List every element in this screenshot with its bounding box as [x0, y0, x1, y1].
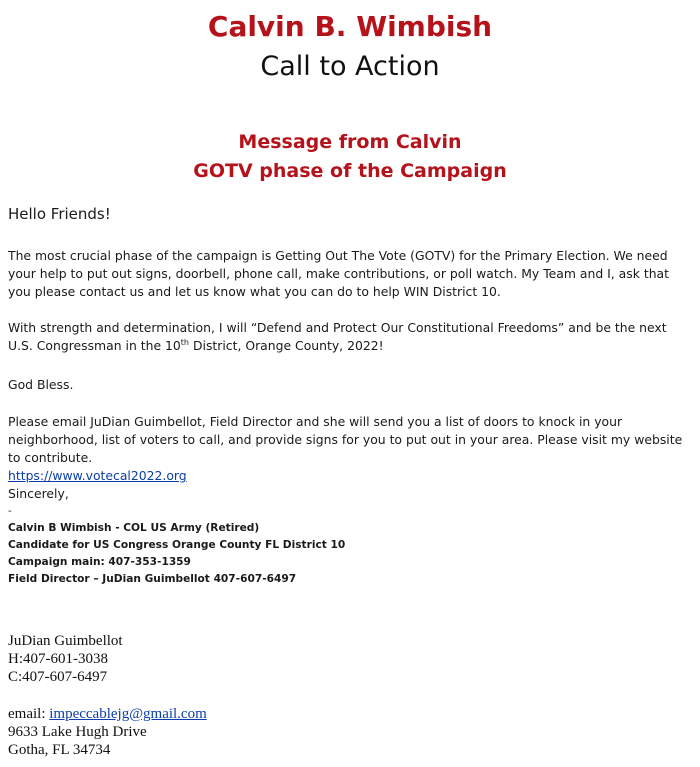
page-subtitle: Call to Action	[260, 51, 440, 82]
campaign-website-link[interactable]: https://www.votecal2022.org	[8, 468, 187, 483]
signature-candidate: Candidate for US Congress Orange County FL District 10	[8, 539, 346, 551]
blessing: God Bless.	[8, 377, 74, 392]
contact-block	[8, 632, 207, 759]
signature-block	[8, 520, 345, 588]
contact-city: Gotha, FL 34734	[8, 742, 111, 758]
contact-email-link[interactable]: impeccablejg@gmail.com	[49, 706, 207, 722]
stray-mark: -	[8, 506, 12, 517]
greeting: Hello Friends!	[8, 205, 111, 223]
contact-home-phone: H:407-601-3038	[8, 651, 108, 667]
paragraph-determination-end: District, Orange County, 2022!	[189, 338, 384, 353]
contact-email-label: email:	[8, 706, 50, 722]
message-heading-line-1: Message from Calvin	[238, 131, 462, 153]
contact-cell-phone: C:407-607-6497	[8, 669, 108, 685]
signature-field-director: Field Director – JuDian Guimbellot 407-607-6497	[8, 573, 297, 585]
contact-street: 9633 Lake Hugh Drive	[8, 724, 147, 740]
paragraph-volunteer-text: Please email JuDian Guimbellot, Field Director and she will send you a list of doors to knock in your neighborhood, list of voters to call, and provide signs for you to put out in your area. Please visit my website to contribute.	[8, 414, 683, 465]
signature-campaign-phone: Campaign main: 407-353-1359	[8, 556, 191, 568]
contact-name: JuDian Guimbellot	[8, 633, 123, 649]
message-heading-line-2: GOTV phase of the Campaign	[193, 160, 507, 182]
contact-email-line	[8, 705, 207, 723]
paragraph-determination	[8, 319, 694, 355]
page-title: Calvin B. Wimbish	[207, 10, 493, 43]
ordinal-superscript: th	[180, 337, 190, 347]
contact-spacer	[8, 686, 207, 705]
signature-name: Calvin B Wimbish - COL US Army (Retired)	[8, 522, 260, 534]
paragraph-determination-start: With strength and determination, I will “Defend and Protect Our Constitutional Freedoms” and be the next U.S. Congressman in the 10	[8, 320, 667, 353]
paragraph-gotv: The most crucial phase of the campaign is Getting Out The Vote (GOTV) for the Primary Election. We need your help to put out signs, doorbell, phone call, make contributions, or poll watch. My Team and I, ask that you please contact us and let us know what you can do to help WIN District 10.	[8, 248, 669, 299]
closing: Sincerely,	[8, 486, 69, 501]
paragraph-volunteer	[8, 413, 694, 485]
message-heading	[0, 128, 700, 186]
